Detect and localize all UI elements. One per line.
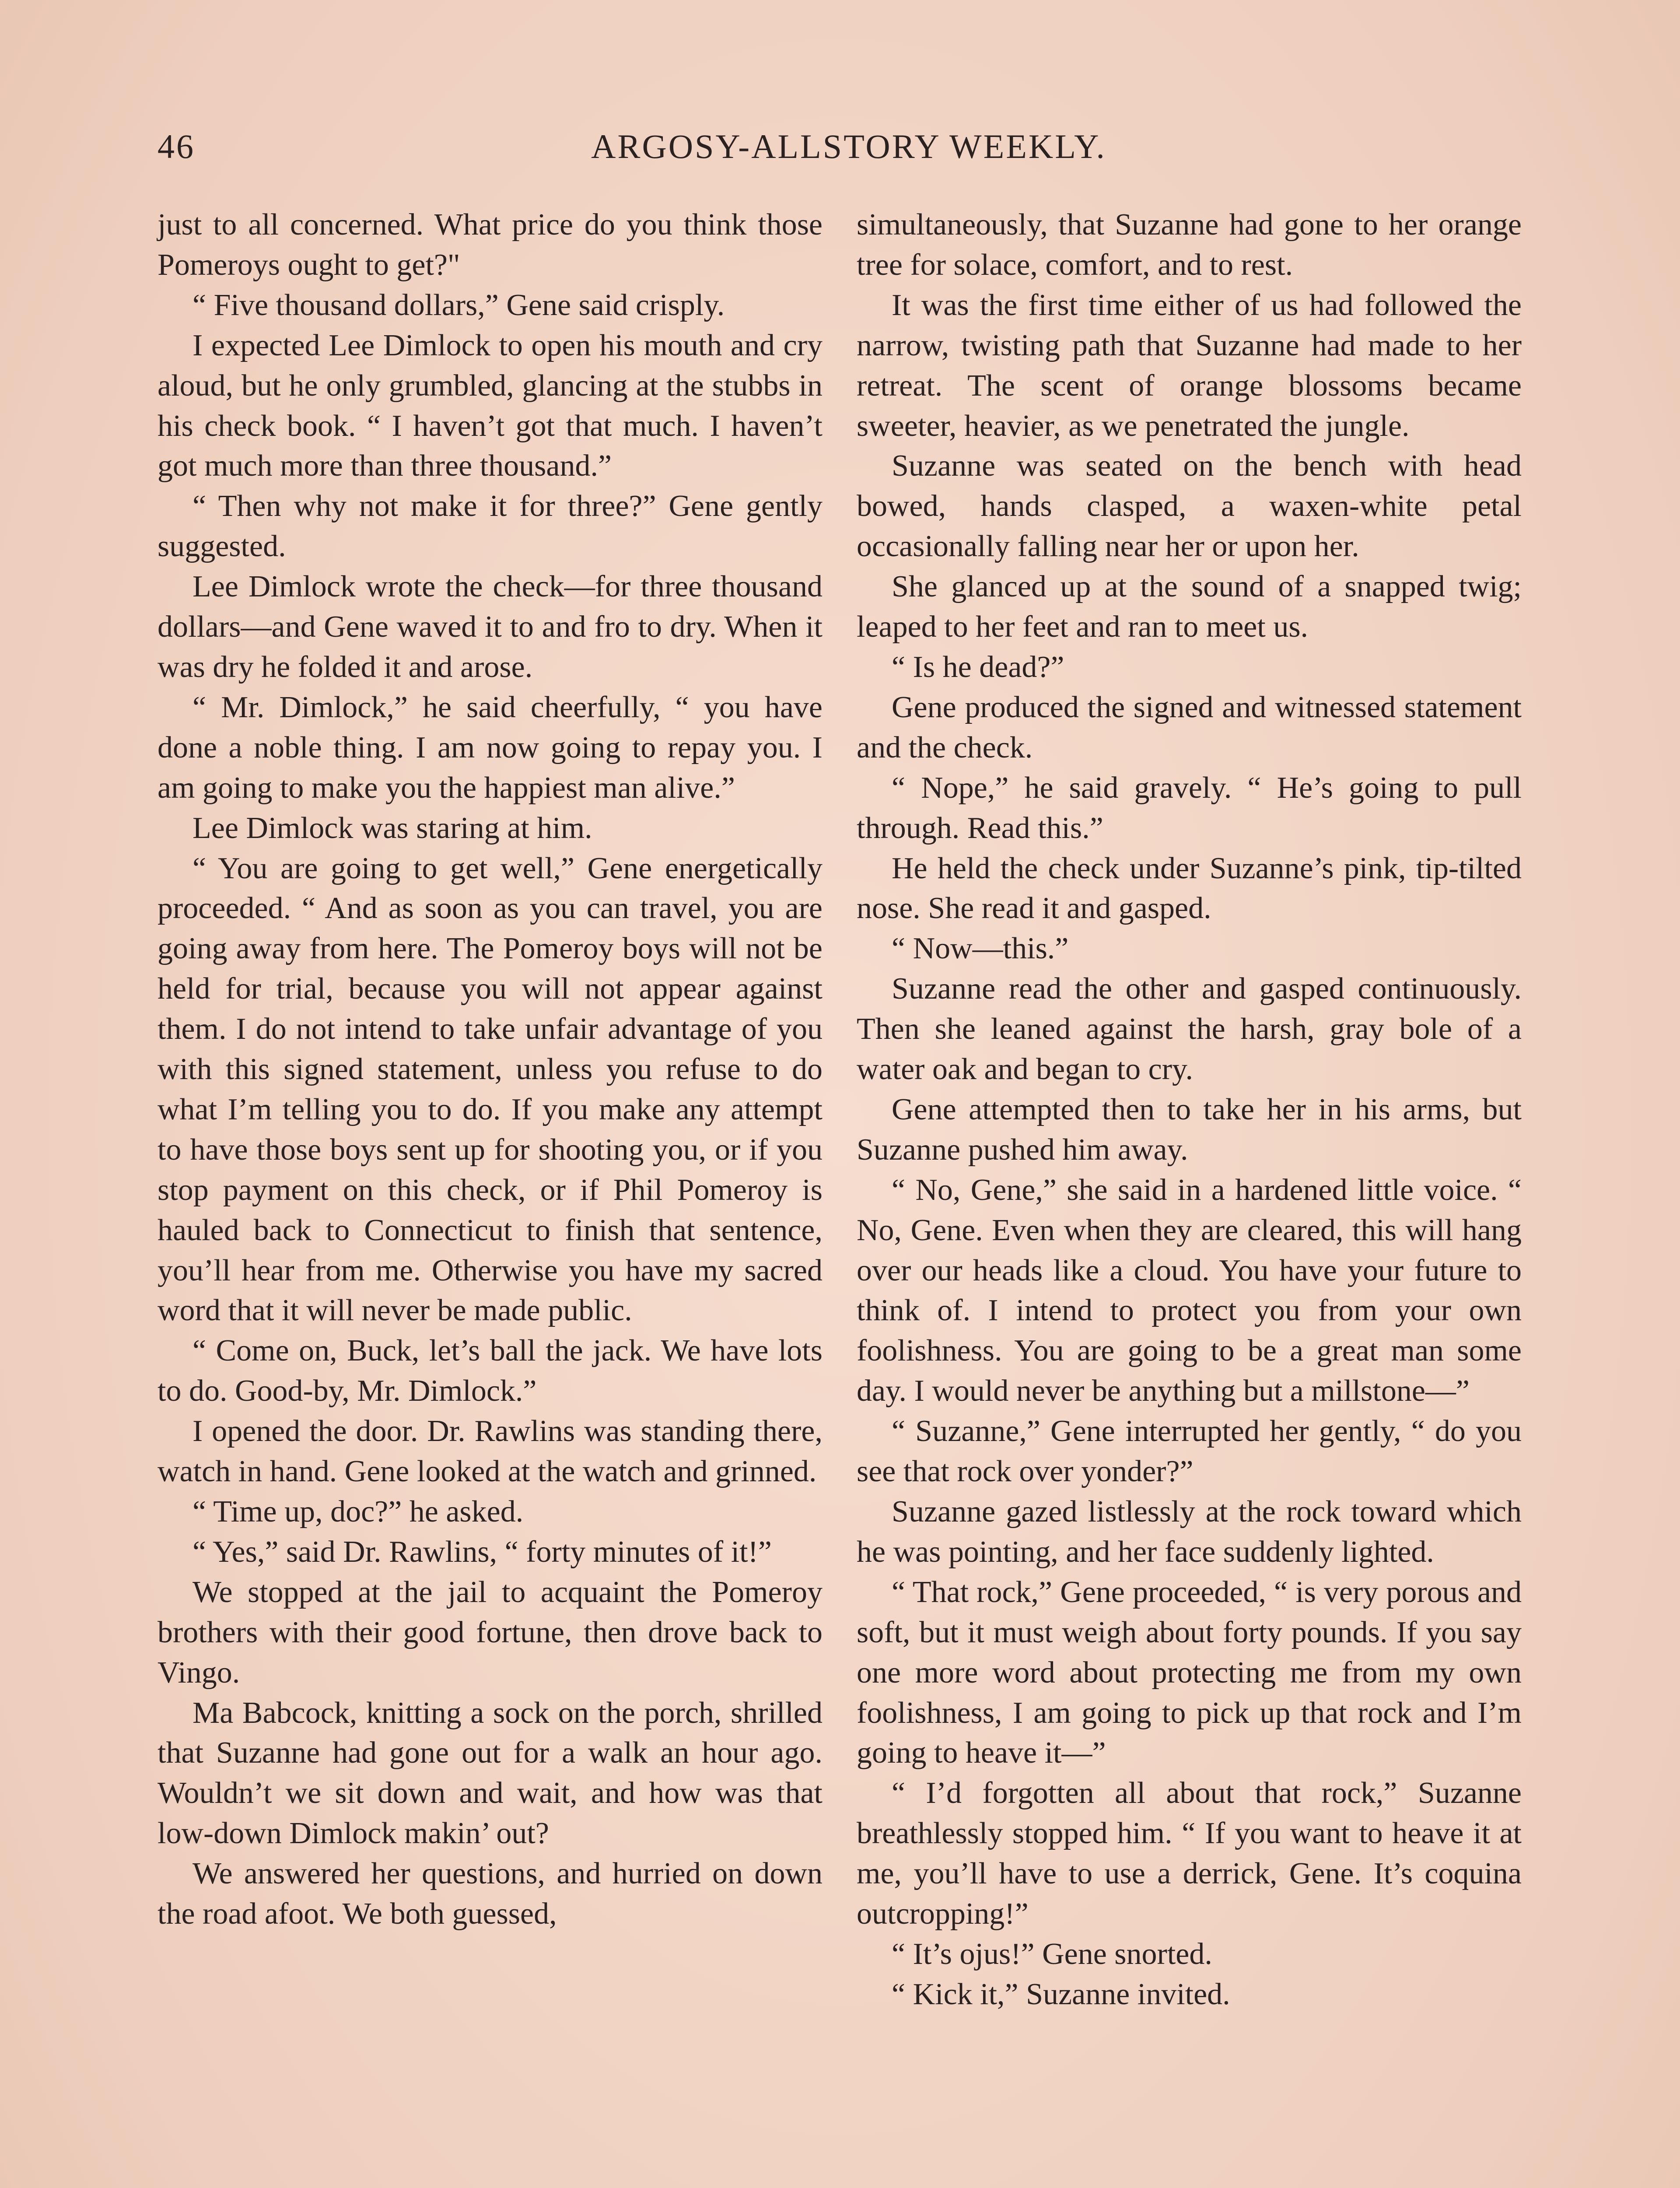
paragraph: “ Now—this.” xyxy=(892,932,1069,966)
right-column xyxy=(857,205,1522,2015)
paragraph: “ No, Gene,” she said in a hardened little voice. “ No, Gene. Even when they are cleared, this will hang over our heads like a cloud. You have your future to think of. I intend to protect you from your own foolishness. You are going to be a great man some day. I would never be anything but a millstone—” xyxy=(857,1173,1522,1408)
paragraph: Lee Dimlock was staring at him. xyxy=(192,811,592,845)
paragraph: “ Mr. Dimlock,” he said cheerfully, “ you have done a noble thing. I am now going to repay you. I am going to make you the happiest man alive.” xyxy=(158,690,822,805)
paragraph: “ Is he dead?” xyxy=(892,650,1064,684)
paragraph: “ That rock,” Gene proceeded, “ is very porous and soft, but it must weigh about forty pounds. If you say one more word about protecting me from my own foolishness, I am going to pick up that rock and I’m going to heave it—” xyxy=(857,1575,1522,1770)
paragraph: He held the check under Suzanne’s pink, tip-tilted nose. She read it and gasped. xyxy=(857,851,1522,926)
paragraph: “ Time up, doc?” he asked. xyxy=(192,1495,524,1529)
page-header xyxy=(158,127,1540,175)
paragraph: She glanced up at the sound of a snapped twig; leaped to her feet and ran to meet us. xyxy=(857,570,1522,644)
page-number: 46 xyxy=(158,127,195,165)
paragraph: “ Then why not make it for three?” Gene gently suggested. xyxy=(158,489,822,564)
paragraph: It was the first time either of us had followed the narrow, twisting path that Suzanne had made to her retreat. The scent of orange blossoms became sweeter, heavier, as we penetrated the jungle. xyxy=(857,288,1522,443)
paragraph: “ Suzanne,” Gene interrupted her gently, “ do you see that rock over yonder?” xyxy=(857,1414,1522,1489)
paragraph: “ I’d forgotten all about that rock,” Suzanne breathlessly stopped him. “ If you want to heave it at me, you’ll have to use a derrick, Gene. It’s coquina outcropping!” xyxy=(857,1776,1522,1931)
paragraph: “ You are going to get well,” Gene energetically proceeded. “ And as soon as you can travel, you are going away from here. The Pomeroy boys will not be held for trial, because you will not appear against them. I do not intend to take unfair advantage of you with this signed statement, unless you refuse to do what I’m telling you to do. If you make any attempt to have those boys sent up for shooting you, or if you stop payment on this check, or if Phil Pomeroy is hauled back to Connecticut to finish that sentence, you’ll hear from me. Otherwise you have my sacred word that it will never be made public. xyxy=(158,851,822,1328)
paragraph: Lee Dimlock wrote the check—for three thousand dollars—and Gene waved it to and fro to dry. When it was dry he folded it and arose. xyxy=(158,570,822,684)
paragraph: “ Nope,” he said gravely. “ He’s going to pull through. Read this.” xyxy=(857,771,1522,845)
paragraph: I expected Lee Dimlock to open his mouth and cry aloud, but he only grumbled, glancing at the stubbs in his check book. “ I haven’t got that much. I haven’t got much more than three thousand.” xyxy=(158,328,822,483)
paragraph: “ Come on, Buck, let’s ball the jack. We have lots to do. Good-by, Mr. Dimlock.” xyxy=(158,1334,822,1408)
paragraph: just to all concerned. What price do you think those Pomeroys ought to get?" xyxy=(158,208,822,282)
running-title: ARGOSY-ALLSTORY WEEKLY. xyxy=(591,127,1106,165)
left-column xyxy=(158,205,822,1934)
paragraph: “ Five thousand dollars,” Gene said crisply. xyxy=(192,288,725,322)
paragraph: I opened the door. Dr. Rawlins was standing there, watch in hand. Gene looked at the watch and grinned. xyxy=(158,1414,822,1489)
paragraph: “ Kick it,” Suzanne invited. xyxy=(892,1977,1230,2011)
paragraph: Suzanne read the other and gasped continuously. Then she leaned against the harsh, gray bole of a water oak and began to cry. xyxy=(857,972,1522,1087)
paragraph: Gene produced the signed and witnessed statement and the check. xyxy=(857,690,1522,764)
paragraph: Gene attempted then to take her in his arms, but Suzanne pushed him away. xyxy=(857,1092,1522,1167)
paragraph: We answered her questions, and hurried on down the road afoot. We both guessed, xyxy=(158,1857,822,1931)
paragraph: simultaneously, that Suzanne had gone to her orange tree for solace, comfort, and to rest. xyxy=(857,208,1522,282)
paragraph: We stopped at the jail to acquaint the Pomeroy brothers with their good fortune, then drove back to Vingo. xyxy=(158,1575,822,1690)
paragraph: “ Yes,” said Dr. Rawlins, “ forty minutes of it!” xyxy=(192,1535,772,1569)
paragraph: Suzanne gazed listlessly at the rock toward which he was pointing, and her face suddenly lighted. xyxy=(857,1495,1522,1569)
paragraph: Ma Babcock, knitting a sock on the porch, shrilled that Suzanne had gone out for a walk an hour ago. Wouldn’t we sit down and wait, and how was that low-down Dimlock makin’ out? xyxy=(158,1696,822,1851)
paragraph: Suzanne was seated on the bench with head bowed, hands clasped, a waxen-white petal occasionally falling near her or upon her. xyxy=(857,449,1522,564)
paragraph: “ It’s ojus!” Gene snorted. xyxy=(892,1937,1212,1971)
